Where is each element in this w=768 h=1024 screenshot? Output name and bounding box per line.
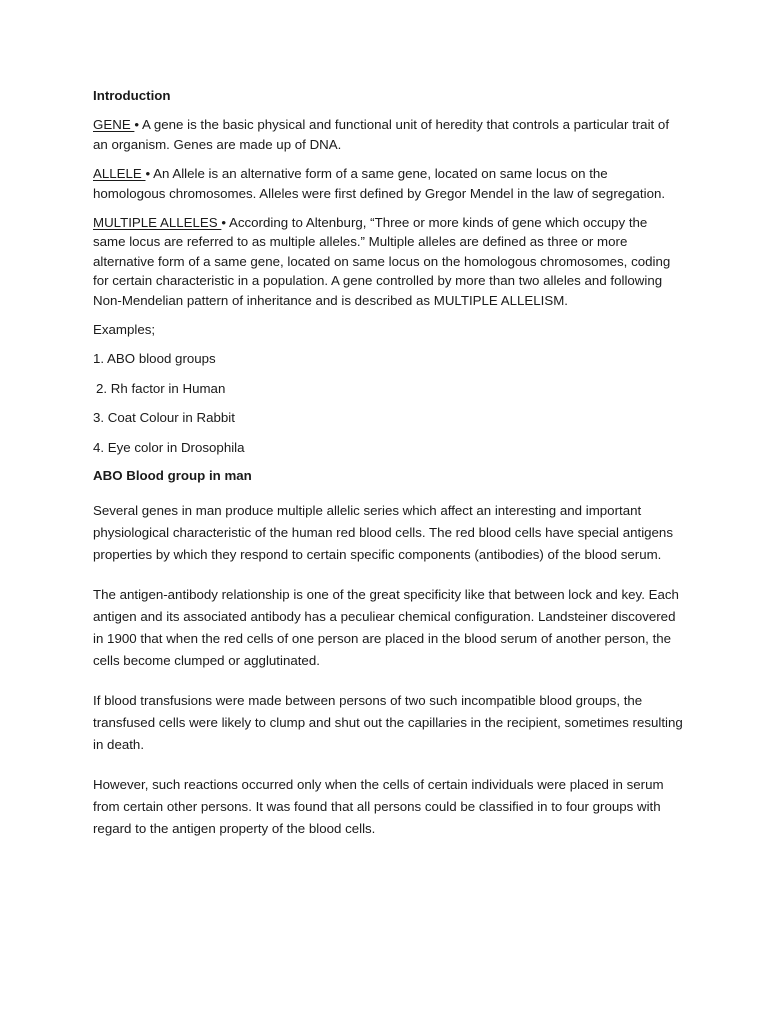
bullet-icon: • (145, 166, 151, 182)
term-multiple-alleles: MULTIPLE ALLELES (93, 215, 222, 231)
example-item: 3. Coat Colour in Rabbit (93, 410, 235, 426)
bullet-icon: • (134, 117, 140, 133)
definition-multiple-alleles (93, 213, 683, 310)
examples-label: Examples; (93, 322, 156, 338)
definition-gene (93, 115, 683, 154)
definition-gene-text: A gene is the basic physical and functional unit of heredity that controls a particular trait of an organism. Genes are made up of DNA. (93, 117, 670, 152)
example-item: 2. Rh factor in Human (96, 380, 226, 396)
example-item: 1. ABO blood groups (93, 351, 216, 367)
abo-paragraph: The antigen-antibody relationship is one of the great specificity like that between lock and key. Each antigen and its associated antibody has a peculiear chemical configuration. Landsteiner discovered in 1900 that when the red cells of one person are placed in the blood serum of another person, the cells become clumped or agglutinated. (93, 586, 679, 668)
abo-paragraph: However, such reactions occurred only when the cells of certain individuals were placed in serum from certain other persons. It was found that all persons could be classified in to four groups with regard to the antigen property of the blood cells. (93, 776, 664, 836)
abo-heading: ABO Blood group in man (93, 468, 252, 484)
bullet-icon: • (221, 215, 227, 231)
abo-paragraph: Several genes in man produce multiple allelic series which affect an interesting and important physiological characteristic of the human red blood cells. The red blood cells have special antigens properties by which they respond to certain specific components (antibodies) of the blood serum. (93, 502, 673, 562)
term-allele: ALLELE (93, 166, 146, 182)
introduction-heading: Introduction (93, 88, 171, 103)
example-item: 4. Eye color in Drosophila (93, 439, 245, 455)
definition-allele (93, 164, 683, 203)
abo-paragraph: If blood transfusions were made between persons of two such incompatible blood groups, the transfused cells were likely to clump and shut out the capillaries in the recipient, sometimes resulting in death. (93, 692, 683, 752)
definition-allele-text: An Allele is an alternative form of a same gene, located on same locus on the homologous chromosomes. Alleles were first defined by Gregor Mendel in the law of segregation. (93, 166, 666, 201)
term-gene: GENE (93, 117, 135, 133)
document-page (93, 86, 683, 840)
definition-multiple-alleles-text: According to Altenburg, “Three or more kinds of gene which occupy the same locus are referred to as multiple alleles.” Multiple alleles are defined as three or more alternative form of a same gene, located on same locus on the homologous chromosomes, coding for certain characteristic in a population. A gene controlled by more than two alleles and following Non-Mendelian pattern of inheritance and is described as MULTIPLE ALLELISM. (93, 215, 671, 308)
